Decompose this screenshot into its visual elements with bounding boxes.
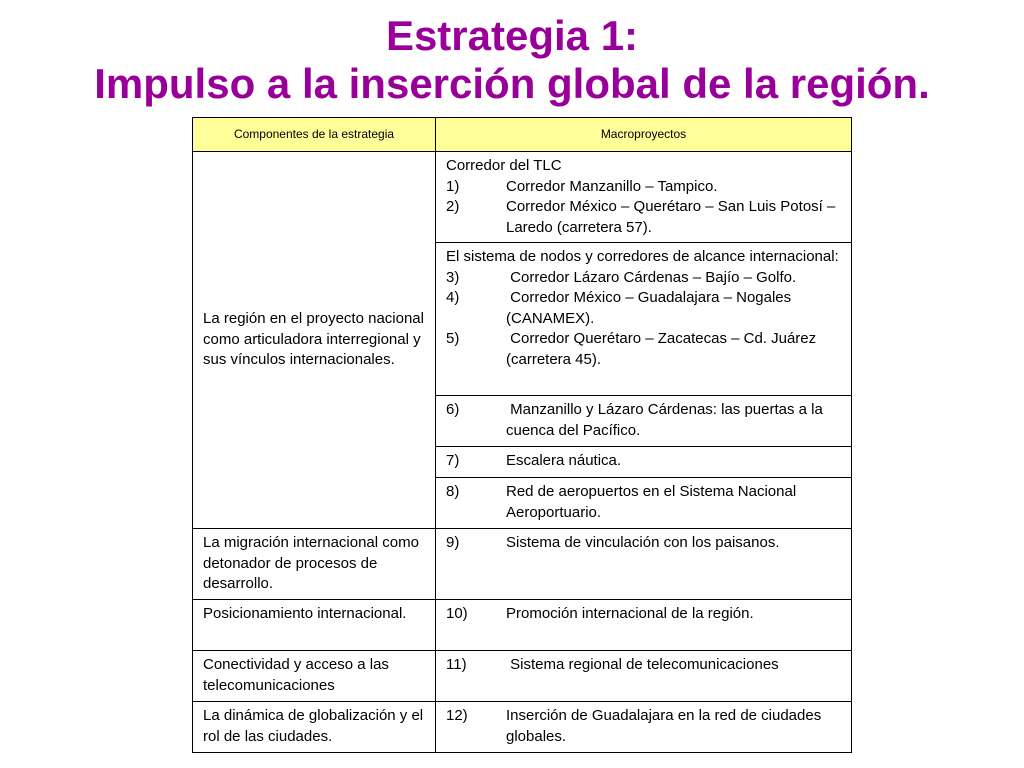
slide-title [0, 12, 1024, 108]
list-item [446, 451, 843, 472]
item-number: 11) [446, 656, 467, 673]
component-cell: La región en el proyecto nacional como articuladora interregional y sus vínculos internacionales. [193, 152, 436, 529]
item-text: Promoción internacional de la región. [506, 605, 754, 622]
list-item [446, 177, 843, 198]
macro-cell [436, 529, 852, 600]
slide-title-line2: Impulso a la inserción global de la región. [94, 60, 930, 107]
header-macroprojects: Macroproyectos [436, 118, 852, 152]
item-number: 1) [446, 177, 460, 195]
item-number: 9) [446, 534, 460, 551]
item-text: Corredor Manzanillo – Tampico. [506, 177, 718, 195]
macro-cell [436, 702, 852, 753]
item-number: 5) [446, 330, 460, 347]
list-item [446, 288, 843, 329]
list-item [446, 329, 843, 370]
item-number: 6) [446, 401, 460, 418]
macro-cell [436, 478, 852, 529]
list-item [446, 706, 843, 747]
list-item [446, 400, 843, 441]
component-cell: Conectividad y acceso a las telecomunicaciones [193, 651, 436, 702]
table-row [193, 702, 852, 753]
list-item [446, 268, 843, 289]
item-number: 8) [446, 483, 460, 500]
header-components: Componentes de la estrategia [193, 118, 436, 152]
component-cell: La migración internacional como detonador de procesos de desarrollo. [193, 529, 436, 600]
item-text: Inserción de Guadalajara en la red de ciudades globales. [506, 707, 822, 745]
item-text: Corredor Lázaro Cárdenas – Bajío – Golfo. [506, 268, 797, 286]
macro-cell [436, 243, 852, 396]
strategy-table [192, 117, 852, 753]
list-item [446, 482, 843, 523]
item-number: 3) [446, 268, 460, 286]
list-item [446, 604, 843, 625]
item-number: 12) [446, 707, 468, 724]
item-number: 7) [446, 452, 460, 469]
list-item [446, 655, 843, 676]
macro-cell [436, 152, 852, 243]
item-number: 10) [446, 605, 468, 622]
item-text: Manzanillo y Lázaro Cárdenas: las puertas a la cuenca del Pacífico. [506, 401, 828, 439]
macro-cell [436, 651, 852, 702]
list-item [446, 197, 843, 238]
item-text: Sistema regional de telecomunicaciones [506, 656, 779, 673]
table-row [193, 529, 852, 600]
macro-cell [436, 447, 852, 478]
macro-group-heading: Corredor del TLC [446, 157, 562, 174]
list-item [446, 533, 843, 554]
component-cell: La dinámica de globalización y el rol de las ciudades. [193, 702, 436, 753]
item-text: Escalera náutica. [506, 452, 622, 469]
item-text: Corredor México – Guadalajara – Nogales (CANAMEX). [506, 289, 796, 327]
component-cell: Posicionamiento internacional. [193, 600, 436, 651]
table-header-row [193, 118, 852, 152]
item-text: Corredor Querétaro – Zacatecas – Cd. Juárez (carretera 45). [506, 330, 821, 368]
table-row [193, 600, 852, 651]
table-row [193, 651, 852, 702]
macro-group-heading: El sistema de nodos y corredores de alcance internacional: [446, 248, 839, 265]
macro-cell [436, 600, 852, 651]
item-number: 4) [446, 289, 460, 306]
slide-title-line1: Estrategia 1: [385, 12, 639, 59]
macro-cell [436, 396, 852, 447]
item-text: Corredor México – Querétaro – San Luis Potosí – Laredo (carretera 57). [506, 198, 836, 236]
item-text: Red de aeropuertos en el Sistema Nacional Aeroportuario. [506, 483, 797, 521]
table-row [193, 152, 852, 243]
item-number: 2) [446, 198, 460, 215]
item-text: Sistema de vinculación con los paisanos. [506, 534, 780, 551]
